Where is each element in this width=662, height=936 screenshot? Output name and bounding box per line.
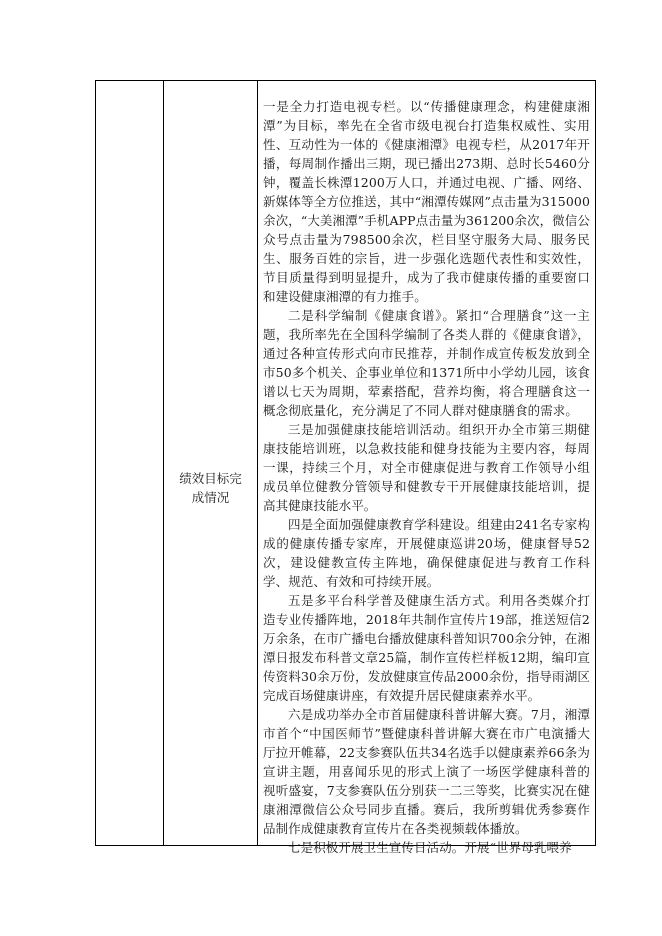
paragraph-4: 四是全面加强健康教育学科建设。组建由241名专家构成的健康传播专家库，开展健康巡讲20场，健康督导52次，建设健教宣传主阵地，确保健康促进与教育工作科学、规范、有效和可持续开展。: [263, 517, 590, 589]
paragraph-6: 六是成功举办全市首届健康科普讲解大赛。7月，湘潭市首个“中国医师节”暨健康科普讲解大赛在市广电演播大厅拉开帷幕，22支参赛队伍共34名选手以健康素养66条为宣讲主题，用喜闻乐见的形式上演了一场医学健康科普的视听盛宴，7支参赛队伍分别获一二三等奖，比赛实况在健康湘潭微信公众号同步直播。赛后，我所剪辑优秀参赛作品制作成健康教育宣传片在各类视频载体播放。: [263, 707, 590, 836]
paragraph-7: 七是积极开展卫生宣传日活动。开展“世界母乳喂养: [288, 840, 572, 855]
table-content-cell: [258, 81, 595, 855]
table-label-cell: [164, 81, 258, 845]
paragraph-5: 五是多平台科学普及健康生活方式。利用各类媒介打造专业传播阵地，2018年共制作宣传片19部，推送短信2万余条，在市广播电台播放健康科普知识700余分钟，在湘潭日报发布科普文章25篇，制作宣传栏样板12期，编印宣传资料30余万份，发放健康宣传品2000余份，指导雨湖区完成百场健康讲座，有效提升居民健康素养水平。: [263, 593, 590, 703]
performance-table: [95, 80, 596, 855]
paragraph-1: 一是全力打造电视专栏。以“传播健康理念，构建健康湘潭”为目标，率先在全省市级电视台打造集权威性、实用性、互动性为一体的《健康湘潭》电视专栏，从2017年开播，每周制作播出三期，现已播出273期、总时长5460分钟，覆盖长株潭1200万人口，并通过电视、广播、网络、新媒体等全方位推送，其中“湘潭传媒网”点击量为315000余次，“大美湘潭”手机APP点击量为361200余次，微信公众号点击量为798500余次，栏目坚守服务大局、服务民生、服务百姓的宗旨，进一步强化选题代表性和实效性，节目质量得到明显提升，成为了我市健康传播的重要窗口和建设健康湘潭的有力推手。: [263, 99, 590, 304]
paragraph-3: 三是加强健康技能培训活动。组织开办全市第三期健康技能培训班，以急救技能和健身技能为主要内容，每周一课，持续三个月，对全市健康促进与教育工作领导小组成员单位健教分管领导和健教专干开展健康技能培训，提高其健康技能水平。: [263, 422, 590, 513]
table-column-empty: [96, 81, 164, 845]
paragraph-2: 二是科学编制《健康食谱》。紧扣“合理膳食”这一主题，我所率先在全国科学编制了各类人群的《健康食谱》，通过各种宣传形式向市民推荐，并制作成宣传板发放到全市50多个机关、企事业单位和1371所中小学幼儿园，该食谱以七天为周期，荤素搭配，营养均衡，将合理膳食这一概念彻底量化，充分满足了不同人群对健康膳食的需求。: [263, 308, 590, 418]
row-label: 绩效目标完成情况: [179, 471, 242, 505]
